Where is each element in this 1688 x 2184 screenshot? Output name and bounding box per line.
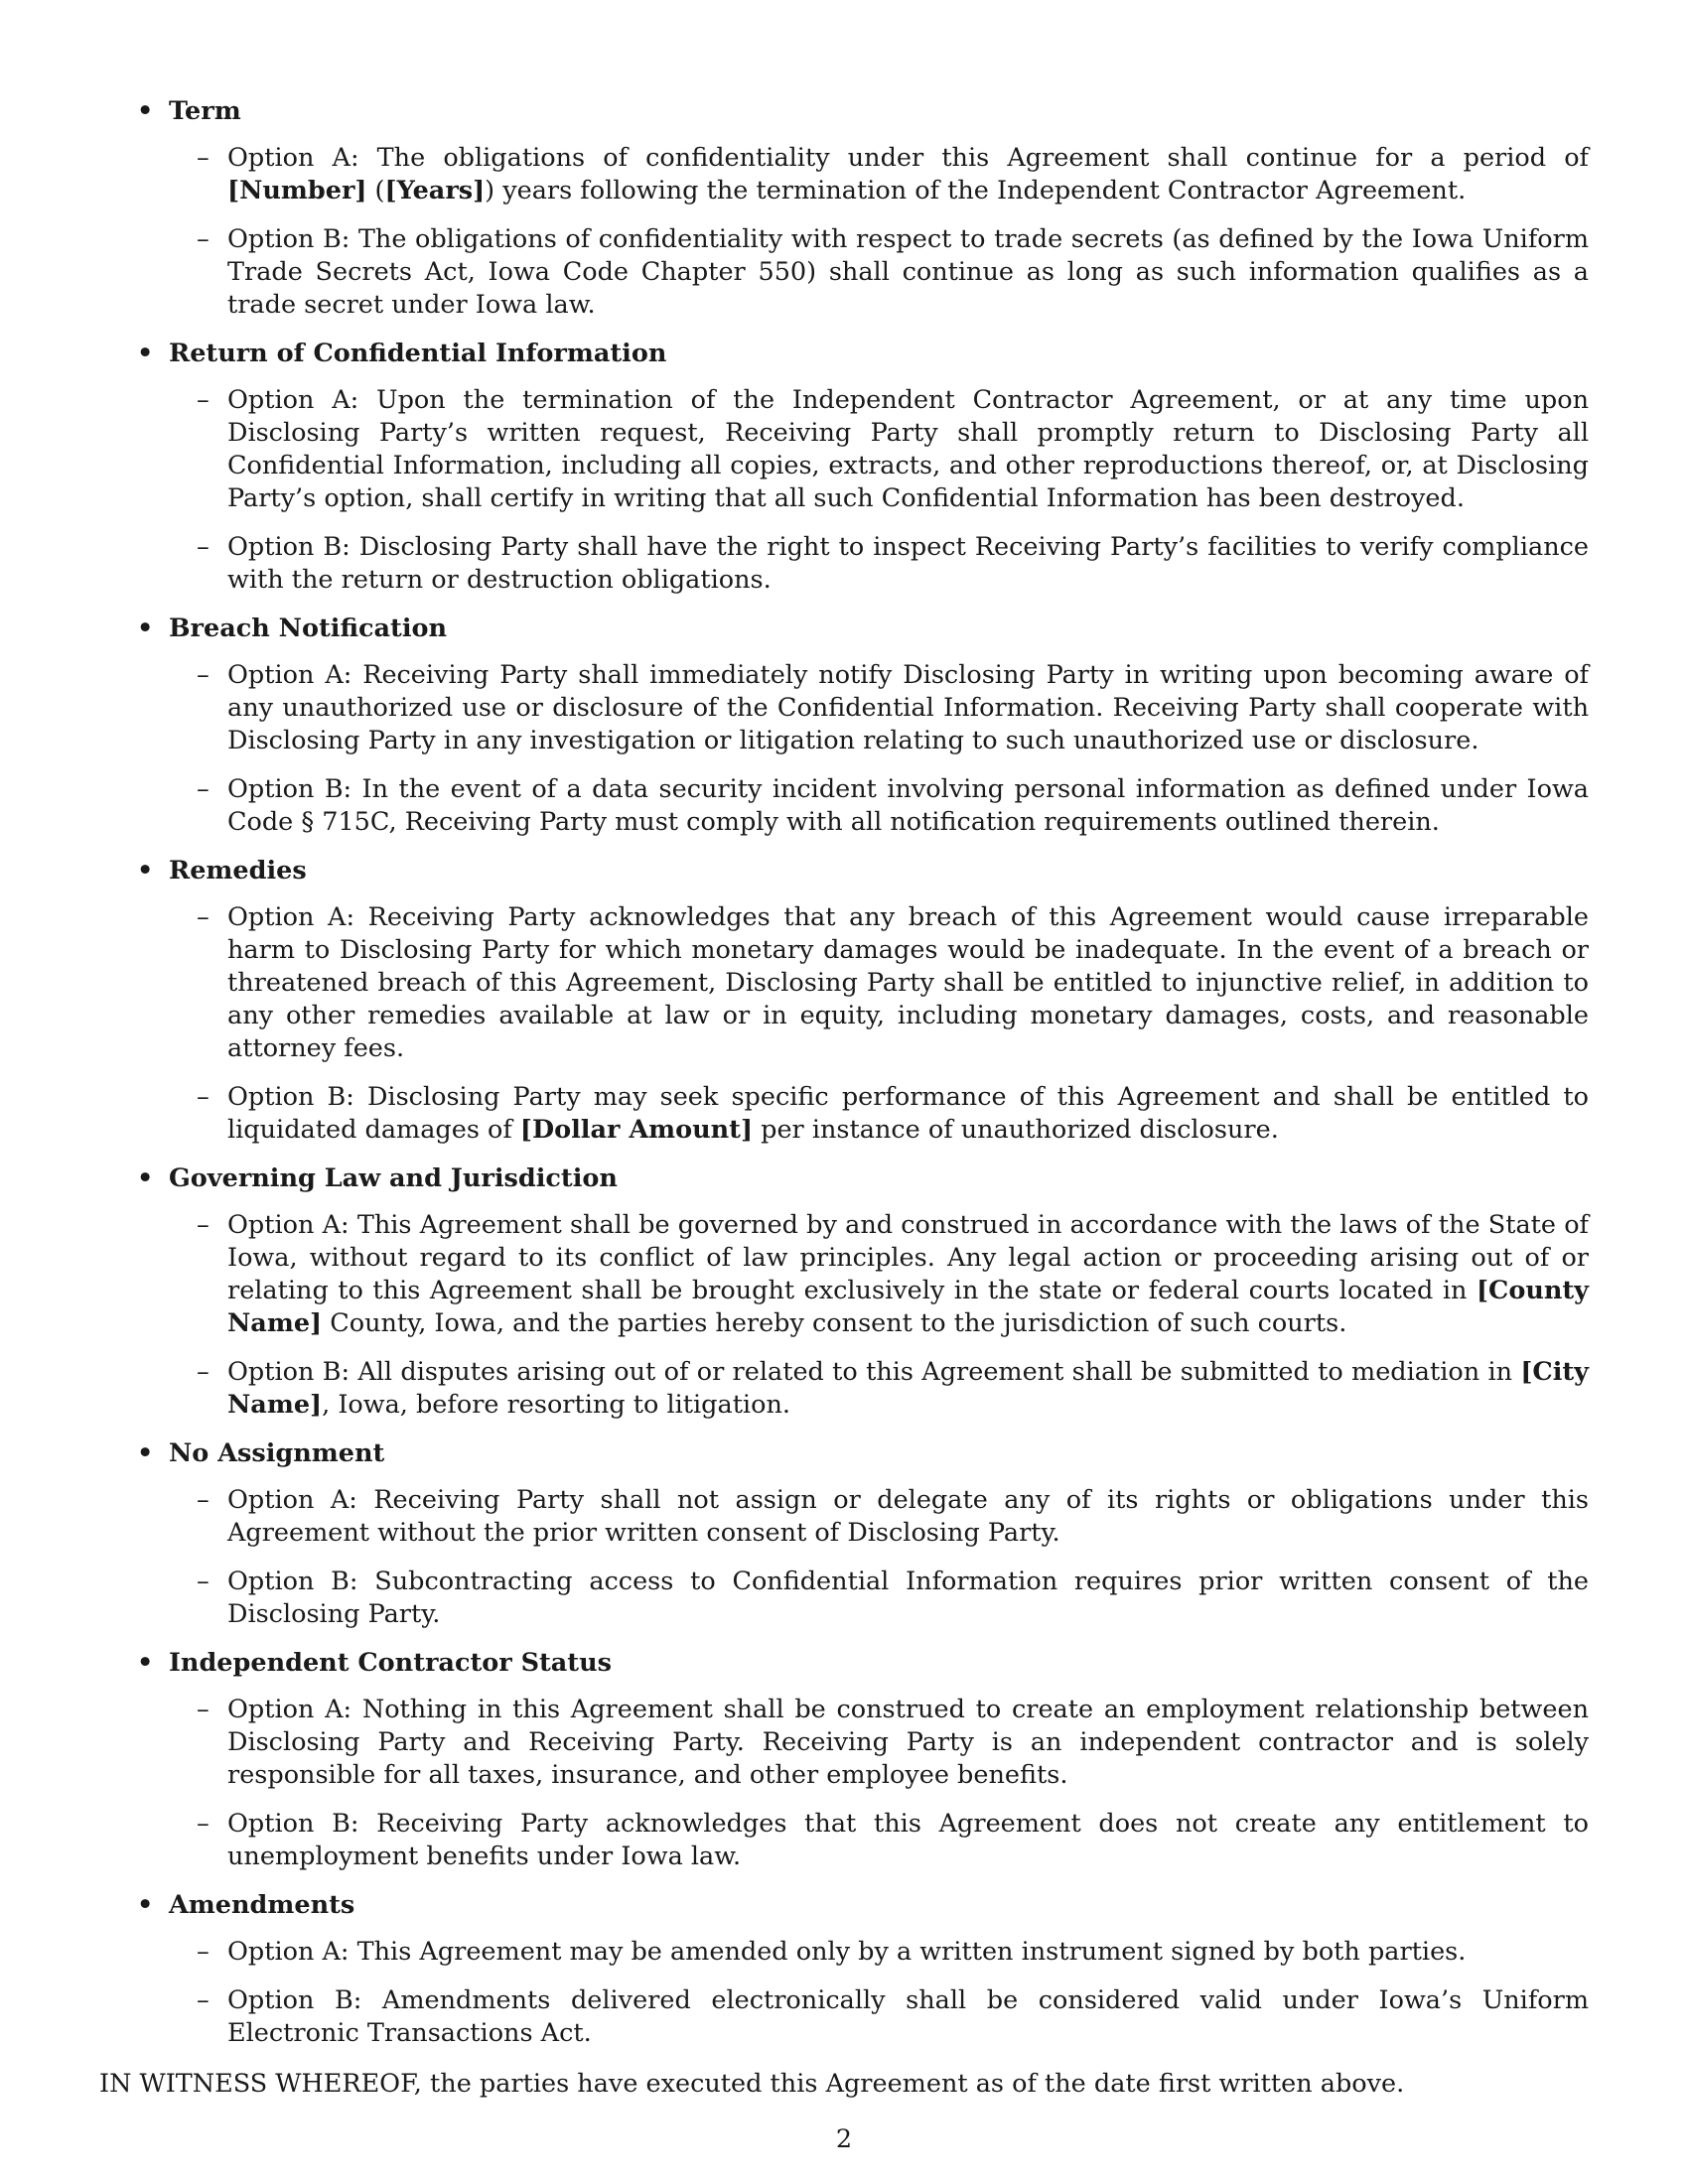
option-text: Option A: Nothing in this Agreement shall be construed to create an employment relationship between Disclosing Party and Receiving Party. Receiving Party is an independent contractor and is solely responsible for all taxes, insurance, and other employee benefits.: [227, 1695, 1589, 1790]
option-text: per instance of unauthorized disclosure.: [753, 1115, 1279, 1145]
dash-icon: –: [197, 1485, 210, 1515]
bullet-icon: •: [137, 339, 154, 368]
option-text: Option B: Receiving Party acknowledges that this Agreement does not create any entitlement to unemployment benefits under Iowa law.: [227, 1809, 1589, 1871]
dash-icon: –: [197, 1937, 210, 1967]
dash-icon: –: [197, 1809, 210, 1839]
clause-option: [99, 1808, 1589, 1873]
clause-heading: [99, 1647, 1589, 1680]
placeholder-field: [City Name]: [227, 1357, 1589, 1420]
clause-option: [99, 1484, 1589, 1550]
clause-section: [99, 1162, 1589, 1422]
clause-heading-text: Amendments: [169, 1890, 355, 1920]
option-text: Option A: The obligations of confidentiality under this Agreement shall continue for a period of: [227, 143, 1589, 173]
clause-section: [99, 855, 1589, 1147]
option-text: Option B: All disputes arising out of or related to this Agreement shall be submitted to mediation in: [227, 1357, 1521, 1387]
clause-heading: [99, 338, 1589, 370]
option-text: Option B: Subcontracting access to Confidential Information requires prior written consent of the Disclosing Party.: [227, 1567, 1589, 1629]
clause-heading-text: Independent Contractor Status: [169, 1648, 612, 1678]
clause-option: [99, 1566, 1589, 1631]
clause-section: [99, 338, 1589, 597]
option-text: Option B: Disclosing Party shall have the right to inspect Receiving Party’s facilities to verify compliance with the return or destruction obligations.: [227, 532, 1589, 595]
option-text: Option B: Disclosing Party may seek specific performance of this Agreement and shall be entitled to liquidated damages of: [227, 1082, 1589, 1145]
document-page: [99, 95, 1589, 2101]
dash-icon: –: [197, 143, 210, 173]
dash-icon: –: [197, 224, 210, 254]
bullet-icon: •: [137, 1163, 154, 1193]
clause-section: [99, 613, 1589, 839]
dash-icon: –: [197, 1985, 210, 2015]
dash-icon: –: [197, 385, 210, 415]
witness-statement: IN WITNESS WHEREOF, the parties have executed this Agreement as of the date first written above.: [99, 2069, 1405, 2099]
clause-heading-text: Governing Law and Jurisdiction: [169, 1163, 618, 1193]
bullet-icon: •: [137, 1890, 154, 1920]
option-text: Option A: Receiving Party shall not assign or delegate any of its rights or obligations under this Agreement without the prior written consent of Disclosing Party.: [227, 1485, 1589, 1548]
dash-icon: –: [197, 660, 210, 690]
clause-heading-text: No Assignment: [169, 1438, 385, 1468]
option-text: Option B: Amendments delivered electronically shall be considered valid under Iowa’s Uniform Electronic Transactions Act.: [227, 1985, 1589, 2048]
clause-heading: [99, 1889, 1589, 1922]
clause-option: [99, 1984, 1589, 2050]
dash-icon: –: [197, 1567, 210, 1596]
clause-heading: [99, 1162, 1589, 1195]
option-text: Option A: Receiving Party shall immediately notify Disclosing Party in writing upon becoming aware of any unauthorized use or disclosure of the Confidential Information. Receiving Party shall cooperate with Disclosing Party in any investigation or litigation relating to such unauthorized use or disclosure.: [227, 660, 1589, 755]
clause-option: [99, 1936, 1589, 1969]
clause-heading: [99, 1437, 1589, 1470]
clause-option: [99, 384, 1589, 515]
clause-section: [99, 1437, 1589, 1631]
option-text: Option B: The obligations of confidentiality with respect to trade secrets (as defined by the Iowa Uniform Trade Secrets Act, Iowa Code Chapter 550) shall continue as long as such information qualifies as a trade secret under Iowa law.: [227, 224, 1589, 320]
bullet-icon: •: [137, 1438, 154, 1468]
bullet-icon: •: [137, 1648, 154, 1678]
clause-heading: [99, 855, 1589, 887]
placeholder-field: [Dollar Amount]: [519, 1115, 754, 1145]
clause-heading-text: Breach Notification: [169, 614, 448, 643]
clause-option: [99, 142, 1589, 207]
dash-icon: –: [197, 532, 210, 562]
dash-icon: –: [197, 1210, 210, 1240]
clause-option: [99, 659, 1589, 757]
clause-heading-text: Remedies: [169, 856, 307, 886]
clause-heading: [99, 95, 1589, 128]
clause-section: [99, 95, 1589, 322]
placeholder-field: [County Name]: [227, 1276, 1589, 1338]
option-text: ) years following the termination of the Independent Contractor Agreement.: [485, 176, 1467, 205]
clause-option: [99, 1356, 1589, 1422]
clause-section: [99, 1889, 1589, 2050]
option-text: County, Iowa, and the parties hereby consent to the jurisdiction of such courts.: [322, 1308, 1347, 1338]
bullet-icon: •: [137, 856, 154, 886]
clause-option: [99, 1694, 1589, 1792]
clause-option: [99, 223, 1589, 322]
clause-heading-text: Term: [169, 96, 241, 126]
dash-icon: –: [197, 1082, 210, 1112]
option-text: Option A: This Agreement may be amended only by a written instrument signed by both parties.: [227, 1937, 1467, 1967]
placeholder-field: [Years]: [384, 176, 486, 205]
option-text: Option A: Receiving Party acknowledges that any breach of this Agreement would cause irreparable harm to Disclosing Party for which monetary damages would be inadequate. In the event of a breach or threatened breach of this Agreement, Disclosing Party shall be entitled to injunctive relief, in addition to any other remedies available at law or in equity, including monetary damages, costs, and reasonable attorney fees.: [227, 902, 1589, 1063]
clause-section: [99, 1647, 1589, 1873]
option-text: Option B: In the event of a data security incident involving personal information as defined under Iowa Code § 715C, Receiving Party must comply with all notification requirements outlined therein.: [227, 774, 1589, 837]
option-text: Option A: Upon the termination of the Independent Contractor Agreement, or at any time upon Disclosing Party’s written request, Receiving Party shall promptly return to Disclosing Party all Confidential Information, including all copies, extracts, and other reproductions thereof, or, at Disclosing Party’s option, shall certify in writing that all such Confidential Information has been destroyed.: [227, 385, 1589, 513]
dash-icon: –: [197, 1357, 210, 1387]
placeholder-field: [Number]: [227, 176, 367, 205]
clause-option: [99, 531, 1589, 597]
clause-option: [99, 1081, 1589, 1147]
clause-heading: [99, 613, 1589, 645]
clause-heading-text: Return of Confidential Information: [169, 339, 667, 368]
clause-list: [99, 95, 1589, 2050]
bullet-icon: •: [137, 614, 154, 643]
dash-icon: –: [197, 1695, 210, 1724]
option-text: , Iowa, before resorting to litigation.: [322, 1390, 790, 1420]
option-text: (: [366, 176, 385, 205]
dash-icon: –: [197, 774, 210, 804]
clause-option: [99, 773, 1589, 839]
page-number: 2: [835, 2124, 853, 2154]
clause-option: [99, 901, 1589, 1065]
clause-option: [99, 1209, 1589, 1340]
option-text: Option A: This Agreement shall be governed by and construed in accordance with the laws of the State of Iowa, without regard to its conflict of law principles. Any legal action or proceeding arising out of or relating to this Agreement shall be brought exclusively in the state or federal courts located in: [227, 1210, 1589, 1305]
bullet-icon: •: [137, 96, 154, 126]
dash-icon: –: [197, 902, 210, 932]
